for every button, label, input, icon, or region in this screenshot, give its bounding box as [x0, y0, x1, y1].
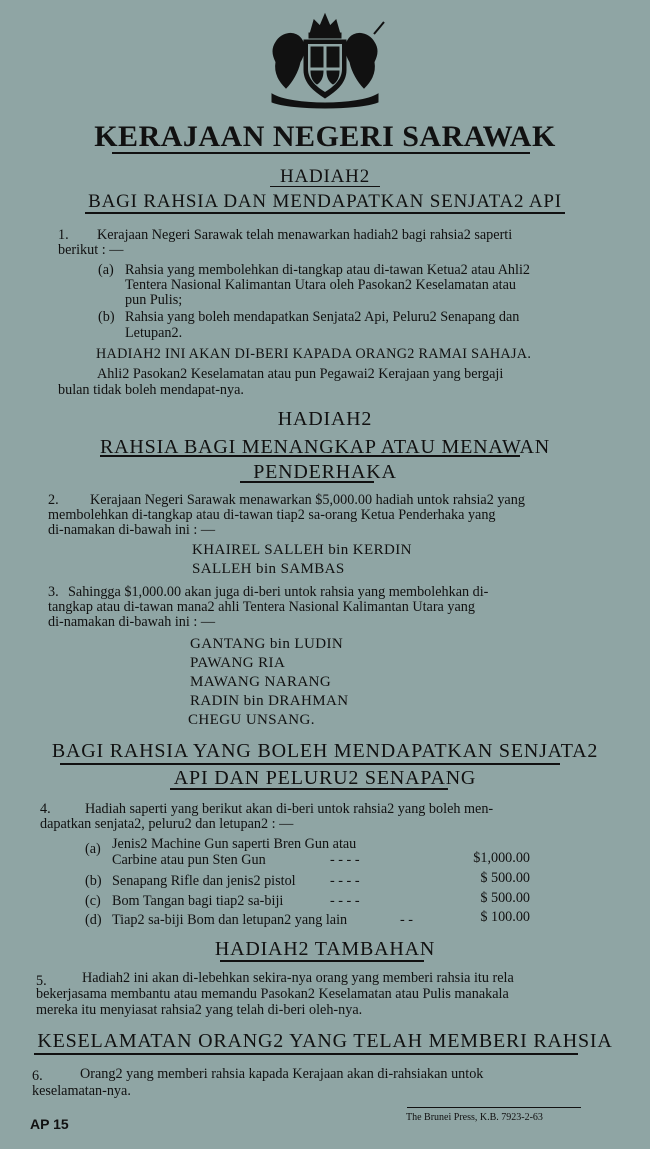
- para1-line1: Kerajaan Negeri Sarawak telah menawarkan hadiah2 bagi rahsia2 saperti: [97, 227, 513, 243]
- para6-number: 6.: [32, 1068, 43, 1084]
- item-b-label: (b): [98, 309, 115, 325]
- para3-number: 3.: [48, 584, 59, 600]
- item-a-label: (a): [98, 262, 114, 278]
- section2-heading1: HADIAH2: [277, 408, 373, 430]
- section3-heading2: API DAN PELURU2 SENAPANG: [173, 767, 477, 789]
- para2-number: 2.: [48, 492, 59, 508]
- item-a-line1: Rahsia yang membolehkan di-tangkap atau di-tawan Ketua2 atau Ahli2: [125, 262, 531, 278]
- reward-desc: Senapang Rifle dan jenis2 pistol: [112, 873, 296, 889]
- member-name: GANTANG bin LUDIN: [190, 636, 344, 652]
- para4-line1: Hadiah saperti yang berikut akan di-beri untok rahsia2 yang boleh men-: [85, 801, 494, 817]
- form-code: AP 15: [30, 1116, 69, 1132]
- reward-leader-dots: - -: [400, 912, 413, 928]
- para2-line3: di-namakan di-bawah ini : —: [48, 522, 216, 538]
- para3-line2: tangkap atau di-tawan mana2 ahli Tentera Nasional Kalimantan Utara yang: [48, 599, 475, 615]
- reward-desc: Bom Tangan bagi tiap2 sa-biji: [112, 893, 284, 909]
- para6-line2: keselamatan-nya.: [32, 1083, 131, 1099]
- printer-imprint: The Brunei Press, K.B. 7923-2-63: [406, 1112, 543, 1123]
- para5-number: 5.: [36, 973, 47, 989]
- reward-amount: $1,000.00: [473, 850, 530, 866]
- reward-leader-dots: - - - -: [330, 852, 360, 868]
- para6-line1: Orang2 yang memberi rahsia kapada Kerajaan akan di-rahsiakan untok: [80, 1066, 484, 1082]
- para2-line1: Kerajaan Negeri Sarawak menawarkan $5,000.00 hadiah untok rahsia2 yang: [90, 492, 525, 508]
- section1-heading1: HADIAH2: [279, 166, 371, 187]
- member-name: MAWANG NARANG: [190, 674, 332, 690]
- reward-desc: Tiap2 sa-biji Bom dan letupan2 yang lain: [112, 912, 348, 928]
- leader-name: KHAIREL SALLEH bin KERDIN: [192, 542, 412, 558]
- member-name: RADIN bin DRAHMAN: [190, 693, 349, 709]
- exclusion-line2: bulan tidak boleh mendapat-nya.: [58, 382, 244, 398]
- reward-label: (a): [85, 841, 101, 857]
- section2-heading3: PENDERHAKA: [253, 461, 397, 483]
- para5-line1: Hadiah2 ini akan di-lebehkan sekira-nya orang yang memberi rahsia itu rela: [82, 970, 514, 986]
- reward-amount: $ 100.00: [480, 909, 530, 925]
- public-only-notice: HADIAH2 INI AKAN DI-BERI KAPADA ORANG2 RAMAI SAHAJA.: [96, 346, 532, 362]
- reward-desc: Jenis2 Machine Gun saperti Bren Gun atau: [112, 836, 357, 852]
- para4-number: 4.: [40, 801, 51, 817]
- reward-label: (d): [85, 912, 102, 928]
- para3-line3: di-namakan di-bawah ini : —: [48, 614, 216, 630]
- section1-heading2: BAGI RAHSIA DAN MENDAPATKAN SENJATA2 API: [88, 191, 562, 212]
- item-a-line2: Tentera Nasional Kalimantan Utara oleh Pasokan2 Keselamatan atau: [125, 277, 516, 293]
- section3-heading1: BAGI RAHSIA YANG BOLEH MENDAPATKAN SENJATA2: [51, 740, 599, 762]
- section4-heading: HADIAH2 TAMBAHAN: [214, 938, 436, 960]
- para2-line2: membolehkan di-tangkap atau di-tawan tiap2 sa-orang Ketua Penderhaka yang: [48, 507, 496, 523]
- para3-line1: Sahingga $1,000.00 akan juga di-beri untok rahsia yang membolehkan di-: [68, 584, 489, 600]
- para5-line3: mereka itu menyiasat rahsia2 yang telah di-beri oleh-nya.: [36, 1002, 363, 1018]
- para1-number: 1.: [58, 227, 69, 243]
- page-title: KERAJAAN NEGERI SARAWAK: [94, 120, 556, 153]
- reward-leader-dots: - - - -: [330, 873, 360, 889]
- reward-leader-dots: - - - -: [330, 893, 360, 909]
- reward-amount: $ 500.00: [480, 890, 530, 906]
- leader-name: SALLEH bin SAMBAS: [192, 561, 345, 577]
- reward-amount: $ 500.00: [480, 870, 530, 886]
- section5-heading: KESELAMATAN ORANG2 YANG TELAH MEMBERI RAHSIA: [37, 1030, 613, 1052]
- reward-label: (b): [85, 873, 102, 889]
- royal-coat-of-arms-icon: [262, 12, 388, 110]
- reward-desc-cont: Carbine atau pun Sten Gun: [112, 852, 266, 868]
- exclusion-line1: Ahli2 Pasokan2 Keselamatan atau pun Pegawai2 Kerajaan yang bergaji: [97, 366, 504, 382]
- section2-heading2: RAHSIA BAGI MENANGKAP ATAU MENAWAN: [100, 436, 550, 458]
- member-name: PAWANG RIA: [190, 655, 286, 671]
- para4-line2: dapatkan senjata2, peluru2 dan letupan2 : —: [40, 816, 294, 832]
- item-b-line1: Rahsia yang boleh mendapatkan Senjata2 Api, Peluru2 Senapang dan: [125, 309, 520, 325]
- para1-line2: berikut : —: [58, 242, 124, 258]
- para5-line2: bekerjasama membantu atau memandu Pasokan2 Keselamatan atau Pulis manakala: [36, 986, 509, 1002]
- reward-label: (c): [85, 893, 101, 909]
- item-b-line2: Letupan2.: [125, 325, 183, 341]
- member-name: CHEGU UNSANG.: [188, 712, 315, 728]
- item-a-line3: pun Pulis;: [125, 292, 183, 308]
